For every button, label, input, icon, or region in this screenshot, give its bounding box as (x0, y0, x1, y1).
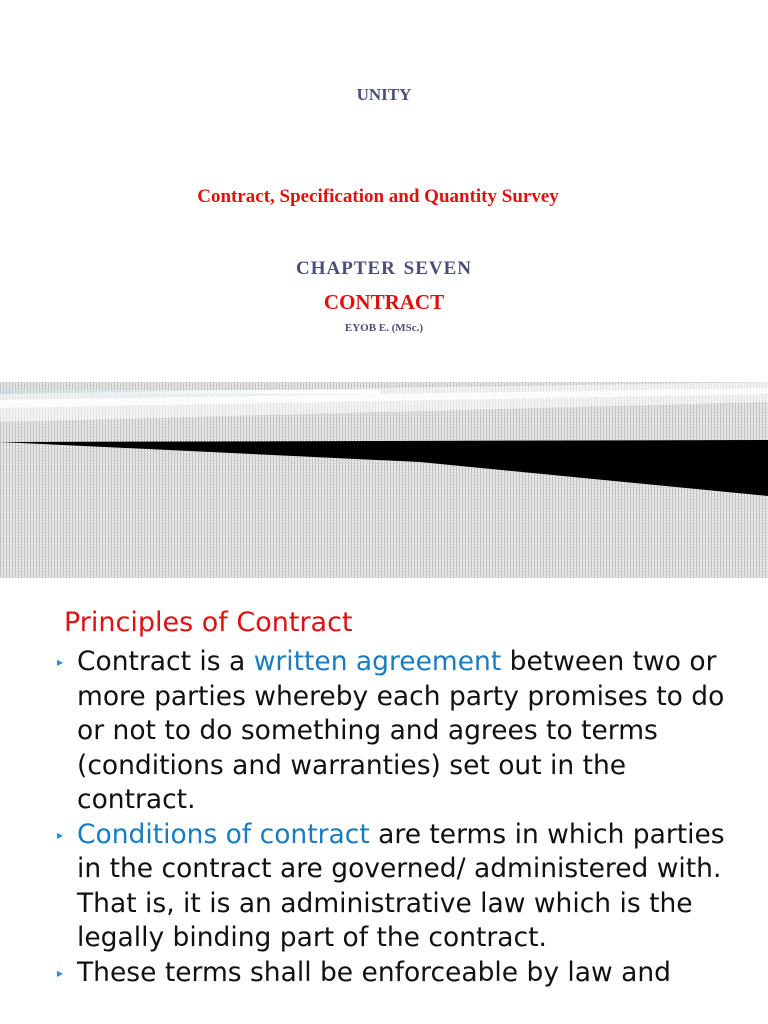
bullet-list (56, 645, 746, 990)
bullet-arrow-icon: ▸ (57, 655, 64, 669)
bullet-text: between two or more parties whereby each party promises to do or not to do something and agrees to terms (conditions and warranties) set out in the contract. (77, 646, 725, 815)
bullet-item (56, 956, 746, 991)
bullet-highlight: written agreement (253, 646, 502, 677)
author-name: EYOB E. (MSc.) (344, 322, 424, 334)
bullet-text: Contract is a (77, 646, 254, 677)
bullet-highlight: Conditions of contract (77, 818, 370, 850)
bullet-arrow-icon: ▸ (57, 965, 64, 980)
content-slide (0, 578, 768, 1024)
chapter-title: CONTRACT (323, 290, 445, 314)
bullet-text: These terms shall be enforceable by law and (77, 956, 671, 988)
decorative-band (0, 382, 768, 578)
course-title: Contract, Specification and Quantity Survey (197, 186, 559, 207)
bullet-arrow-icon: ▸ (57, 827, 64, 842)
slide-title: Principles of Contract (64, 607, 353, 638)
bullet-item (56, 645, 746, 818)
unit-header: UNITY (356, 85, 412, 104)
bullet-text: are terms in which parties in the contract are governed/ administered with. That is, it is an administrative law which is the legally binding part of the contract. (77, 818, 725, 953)
chapter-label: CHAPTER SEVEN (296, 258, 472, 279)
bullet-item (56, 818, 746, 956)
